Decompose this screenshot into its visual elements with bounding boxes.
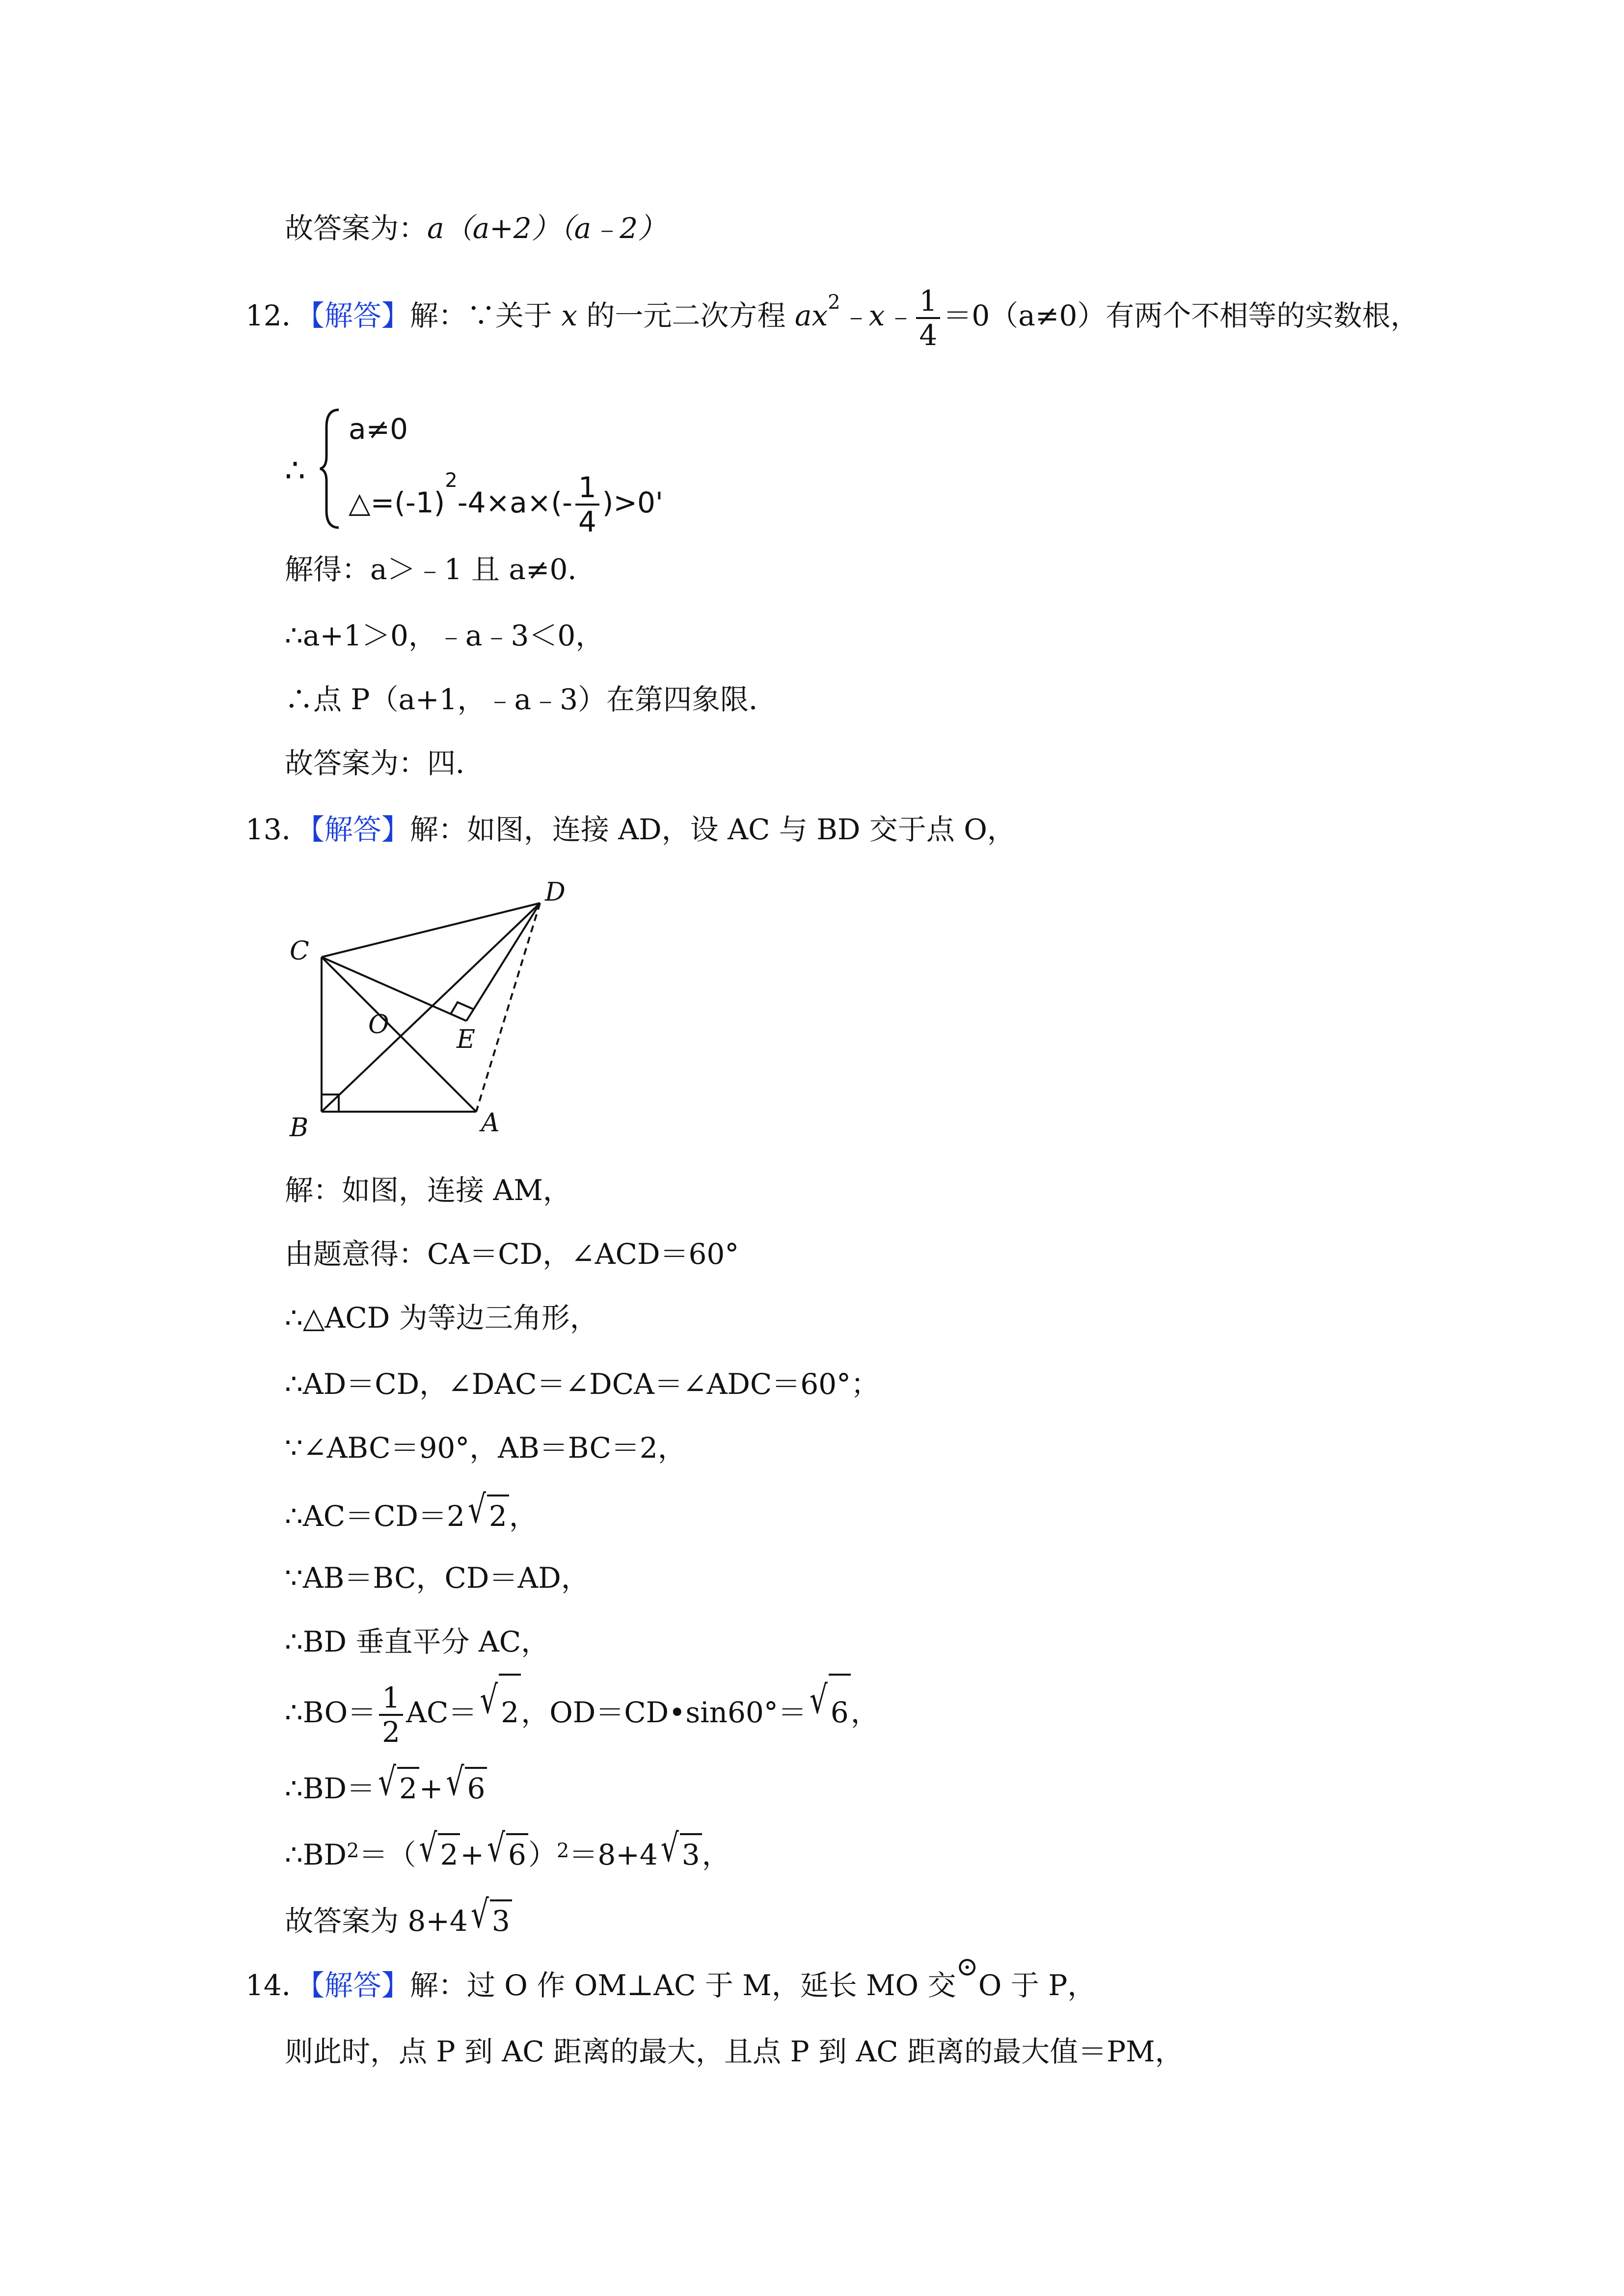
exponent: 2 xyxy=(445,469,458,492)
radicand: 2 xyxy=(487,1495,509,1536)
fraction-denominator: 2 xyxy=(382,1715,401,1749)
radicand: 6 xyxy=(506,1833,528,1874)
q14-text: 解：过 O 作 OM⊥AC 于 M，延长 MO 交 xyxy=(409,1969,956,2002)
sqrt-symbol: √ xyxy=(809,1677,828,1722)
sqrt-symbol: √ xyxy=(467,1487,486,1532)
expr-part: ＝8+4 xyxy=(569,1838,658,1871)
segment-ce xyxy=(322,957,466,1021)
question-number: 12． xyxy=(245,299,310,333)
q13-line-2: 由题意得：CA＝CD，∠ACD＝60° xyxy=(285,1237,739,1271)
sqrt-symbol: √ xyxy=(378,1759,396,1804)
expr-part: ） xyxy=(528,1838,557,1871)
left-brace xyxy=(319,407,344,530)
answer-line-11 xyxy=(285,209,666,248)
eq-part: ax xyxy=(794,299,828,333)
fraction xyxy=(379,1682,403,1748)
expr-part: ∴BD xyxy=(285,1838,347,1871)
q12-line-2: ∴a+1＞0，﹣a﹣3＜0， xyxy=(285,619,604,652)
expr-part: ，OD＝CD•sin60°＝ xyxy=(521,1696,807,1729)
fraction-denominator: 4 xyxy=(578,505,596,538)
q14-header xyxy=(245,1951,1096,2006)
q13-line-5: ∵∠ABC＝90°，AB＝BC＝2， xyxy=(285,1431,686,1465)
radicand: 2 xyxy=(499,1674,521,1749)
answer-label: 故答案为： xyxy=(285,212,428,245)
radicand: 3 xyxy=(490,1899,512,1941)
q12-header xyxy=(245,285,1419,351)
eq-part: ﹣x﹣ xyxy=(840,299,914,333)
discriminant-part: △=(-1) xyxy=(349,486,445,520)
exponent: 2 xyxy=(556,1840,569,1862)
label-o: O xyxy=(368,1010,389,1040)
q14-text: O 于 P， xyxy=(978,1969,1096,2002)
radicand: 2 xyxy=(397,1767,419,1808)
expr-part: ＝（ xyxy=(359,1838,416,1871)
sqrt-symbol: √ xyxy=(446,1759,464,1804)
q13-line-9 xyxy=(285,1674,879,1749)
expr-part: ， xyxy=(850,1696,879,1729)
system-row-1 xyxy=(349,412,408,446)
circle-dot-icon: ⊙ xyxy=(956,1951,978,1982)
answer-tag: 【解答】 xyxy=(310,299,410,333)
q13-header xyxy=(245,810,1016,849)
fraction-numerator: 1 xyxy=(379,1682,403,1716)
label-b: B xyxy=(290,1113,309,1139)
discriminant-part: )>0' xyxy=(602,486,663,520)
q12-line-4: 故答案为：四． xyxy=(285,747,485,780)
expr-part: 故答案为 8+4 xyxy=(285,1904,468,1938)
expr-part: ∴BD＝ xyxy=(285,1772,376,1805)
radicand: 3 xyxy=(680,1833,702,1874)
expr-part: ∴AC＝CD＝2 xyxy=(285,1499,465,1533)
label-c: C xyxy=(290,936,309,966)
sqrt-symbol: √ xyxy=(660,1825,679,1870)
var-x: x xyxy=(561,299,577,333)
answer-expression: a（a+2）（a﹣2） xyxy=(427,212,667,245)
q12-line-3: ∴点 P（a+1，﹣a﹣3）在第四象限． xyxy=(285,683,778,716)
expr-part: + xyxy=(460,1838,484,1871)
label-d: D xyxy=(545,878,566,907)
expr-part: ， xyxy=(702,1838,731,1871)
right-angle-e xyxy=(451,1002,473,1014)
expr-part: ∴BO＝ xyxy=(285,1696,377,1729)
geometry-figure xyxy=(275,864,594,1139)
q13-line-7: ∵AB＝BC，CD＝AD， xyxy=(285,1561,590,1595)
fraction-denominator: 4 xyxy=(919,319,938,352)
system-row-2 xyxy=(349,471,663,538)
segment-cd xyxy=(322,903,540,957)
inequality-system xyxy=(285,407,776,538)
fraction-numerator: 1 xyxy=(916,285,940,319)
radicand: 6 xyxy=(829,1674,851,1749)
answer-tag: 【解答】 xyxy=(310,1969,410,2002)
fraction-numerator: 1 xyxy=(575,471,599,506)
sqrt-symbol: √ xyxy=(419,1825,437,1870)
sqrt-symbol: √ xyxy=(480,1677,498,1722)
q12-text: 解：∵关于 xyxy=(409,299,562,333)
sqrt-symbol: √ xyxy=(470,1892,489,1937)
question-number: 14． xyxy=(245,1969,310,2002)
expr-part: AC＝ xyxy=(406,1696,477,1729)
exponent: 2 xyxy=(347,1840,359,1862)
expr-part: ， xyxy=(509,1499,538,1533)
discriminant-part: -4×a×(- xyxy=(457,486,572,520)
exponent: 2 xyxy=(828,291,840,314)
question-number: 13． xyxy=(245,813,310,846)
expr-part: + xyxy=(419,1772,443,1805)
q13-line-4: ∴AD＝CD，∠DAC＝∠DCA＝∠ADC＝60°； xyxy=(285,1367,880,1401)
q13-line-11 xyxy=(285,1825,731,1874)
q13-line-8: ∴BD 垂直平分 AC， xyxy=(285,1625,550,1658)
q13-line-12 xyxy=(285,1892,512,1941)
radicand: 2 xyxy=(438,1833,460,1874)
q13-text: 解：如图，连接 AD，设 AC 与 BD 交于点 O， xyxy=(409,813,1016,846)
label-e: E xyxy=(457,1025,475,1054)
sqrt-symbol: √ xyxy=(487,1825,505,1870)
q13-line-1: 解：如图，连接 AM， xyxy=(285,1174,571,1207)
eq-part: ＝0（a≠0）有两个不相等的实数根， xyxy=(943,299,1419,333)
condition-1: a≠0 xyxy=(349,412,408,446)
therefore-symbol: ∴ xyxy=(285,452,305,489)
radicand: 6 xyxy=(465,1767,487,1808)
q12-line-1: 解得：a＞﹣1 且 a≠0． xyxy=(285,553,596,586)
q13-line-6 xyxy=(285,1487,538,1536)
answer-tag: 【解答】 xyxy=(310,813,410,846)
label-a: A xyxy=(481,1108,500,1138)
q14-line-1: 则此时，点 P 到 AC 距离的最大，且点 P 到 AC 距离的最大值＝PM， xyxy=(285,2035,1184,2068)
q13-line-10 xyxy=(285,1759,487,1808)
q13-line-3: ∴△ACD 为等边三角形， xyxy=(285,1301,598,1335)
q12-text: 的一元二次方程 xyxy=(577,299,795,333)
fraction xyxy=(575,471,599,538)
fraction xyxy=(916,285,940,351)
